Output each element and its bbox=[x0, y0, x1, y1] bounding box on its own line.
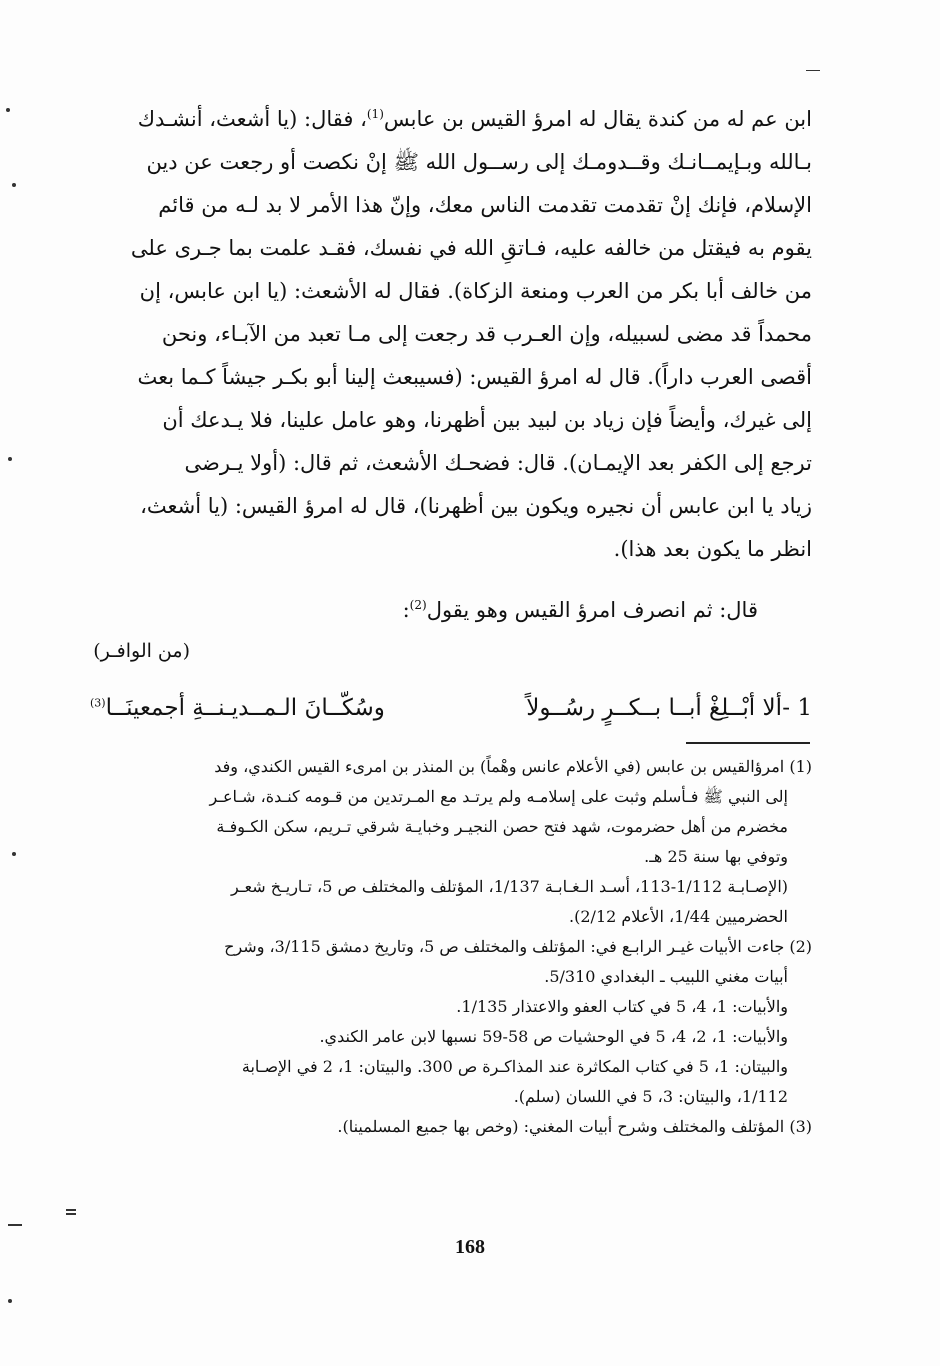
text-line: أقصى العرب داراً). قال له امرؤ القيس: (فسيبعث إلينا أبو بكـر جيشاً كـما بعث bbox=[137, 365, 812, 389]
scan-speck bbox=[806, 70, 820, 71]
verse-first-hemistich: ألا أبْــلِغْ أبــا بــكــرٍ رسُــولاً bbox=[526, 695, 782, 721]
page-number: 168 bbox=[455, 1236, 485, 1258]
footnote-line: (3) المؤتلف والمختلف وشرح أبيات المغني: (وخص بها جميع المسلمينا). bbox=[337, 1117, 812, 1136]
footnotes bbox=[100, 752, 812, 1142]
verse-number: 1 - bbox=[782, 695, 812, 721]
footnote-line: 1/112، والبيتان: 3، 5 في اللسان (سلم). bbox=[513, 1087, 788, 1106]
text-line: إلى غيرك، وأيضاً فإن زياد بن لبيد بين أظهرنا، وهو عامل علينا، فلا يـدعك أن bbox=[162, 408, 812, 432]
scan-speck bbox=[66, 1209, 76, 1211]
footnote-line: إلى النبي ﷺ فـأسلم وثبت على إسلامـه ولم يرتـد مع المـرتدين من قـومه كنـدة، شـاعـر bbox=[209, 787, 788, 806]
scan-speck bbox=[12, 183, 16, 187]
footnote-2-sub bbox=[100, 1022, 812, 1052]
footnote-separator bbox=[686, 742, 810, 744]
footnote-3 bbox=[100, 1112, 812, 1142]
footnote-line: مخضرم من أهل حضرموت، شهد فتح حصن النجيـر وخبايـة شرقي تـريم، سكن الكـوفـة bbox=[216, 817, 788, 836]
footnote-2-sub bbox=[100, 1052, 812, 1112]
footnote-1 bbox=[100, 752, 812, 872]
footnote-line: أبيات مغني اللبيب ـ البغدادي 5/310. bbox=[544, 967, 788, 986]
footnote-ref: (3) bbox=[90, 696, 106, 710]
text-line bbox=[100, 98, 812, 141]
text-line: انظر ما يكون بعد هذا). bbox=[613, 537, 812, 561]
footnote-line: الحضرميين 1/44، الأعلام 2/12). bbox=[569, 907, 788, 926]
scan-speck bbox=[12, 852, 16, 856]
poetic-meter: (من الوافـر) bbox=[93, 640, 190, 662]
text-line: زياد يا ابن عابس أن نجيره ويكون بين أظهرنا)، قال له امرؤ القيس: (يا أشعث، bbox=[140, 494, 812, 518]
scan-speck bbox=[66, 1213, 76, 1215]
text-line: الإسلام، فإنك إنْ تقدمت تقدمت الناس معك، وإنّ هذا الأمر لا بد لـه من قائم bbox=[158, 193, 812, 217]
verse-second-hemistich bbox=[90, 686, 385, 730]
footnote-line: (الإصـابـة 1/112-113، أسـد الـغـابـة 1/137، المؤتلف والمختلف ص 5، تـاريـخ شعـر bbox=[231, 877, 788, 896]
text-line-start: ابن عم له من كندة يقال له امرؤ القيس بن عابس bbox=[383, 107, 812, 131]
footnote-1-sources bbox=[100, 872, 812, 932]
scan-speck bbox=[8, 457, 12, 461]
scan-speck bbox=[8, 1299, 12, 1303]
text-line: ترجع إلى الكفر بعد الإيمـان). قال: فضحـك الأشعث، ثم قال: (أولا يـرضى bbox=[184, 451, 812, 475]
scan-speck bbox=[8, 1224, 22, 1226]
footnote-line: وتوفي بها سنة 25 هـ. bbox=[644, 847, 788, 866]
text-line: من خالف أبا بكر من العرب ومنعة الزكاة). فقال له الأشعث: (يا ابن عابس، إن bbox=[139, 279, 812, 303]
footnote-ref: (1) bbox=[366, 107, 384, 121]
text-line: محمداً قد مضى لسبيله، وإن العـرب قد رجعت إلى مـا تعبد من الآبـاء، ونحن bbox=[161, 322, 812, 346]
verse-intro-colon: : bbox=[402, 598, 410, 622]
text-line: يقوم به فيقتل من خالفه عليه، فـاتقِ الله في نفسك، فقـد علمت بما جـرى على bbox=[130, 236, 812, 260]
text-line: بـالله وبـإيمــانـك وقــدومـك إلى رســول الله ﷺ إنْ نكصت أو رجعت عن دين bbox=[146, 150, 812, 174]
footnote-line: والبيتان: 1، 5 في كتاب المكاثرة عند المذاكـرة ص 300. والبيتان: 1، 2 في الإصـابة bbox=[241, 1057, 788, 1076]
footnote-2-sub bbox=[100, 992, 812, 1022]
verse-line bbox=[90, 686, 812, 730]
footnote-ref: (2) bbox=[409, 598, 427, 612]
footnote-line: (2) جاءت الأبيات غيـر الرابـع في: المؤتلف والمختلف ص 5، وتاريخ دمشق 3/115، وشرح bbox=[224, 937, 812, 956]
footnote-2 bbox=[100, 932, 812, 992]
footnote-line: (1) امرؤالقيس بن عابس (في الأعلام عانس وهْماً) بن المنذر بن امرىء القيس الكندي، وفد bbox=[214, 757, 812, 776]
footnote-line: والأبيات: 1، 4، 5 في كتاب العفو والاعتذار 1/135. bbox=[456, 997, 788, 1016]
verse-intro-text: قال: ثم انصرف امرؤ القيس وهو يقول bbox=[426, 598, 758, 622]
verse-intro bbox=[100, 590, 812, 630]
scan-speck bbox=[6, 108, 10, 112]
footnote-line: والأبيات: 1، 2، 4، 5 في الوحشيات ص 58-59 نسبها لابن عامر الكندي. bbox=[319, 1027, 788, 1046]
main-text bbox=[100, 98, 812, 571]
verse-second-hemistich-text: وسُكّــانَ الـمــديـنــةِ أجمعينَــا bbox=[105, 695, 385, 721]
text-line-end: ، فقال: (يا أشعث، أنشـدك bbox=[137, 107, 367, 131]
